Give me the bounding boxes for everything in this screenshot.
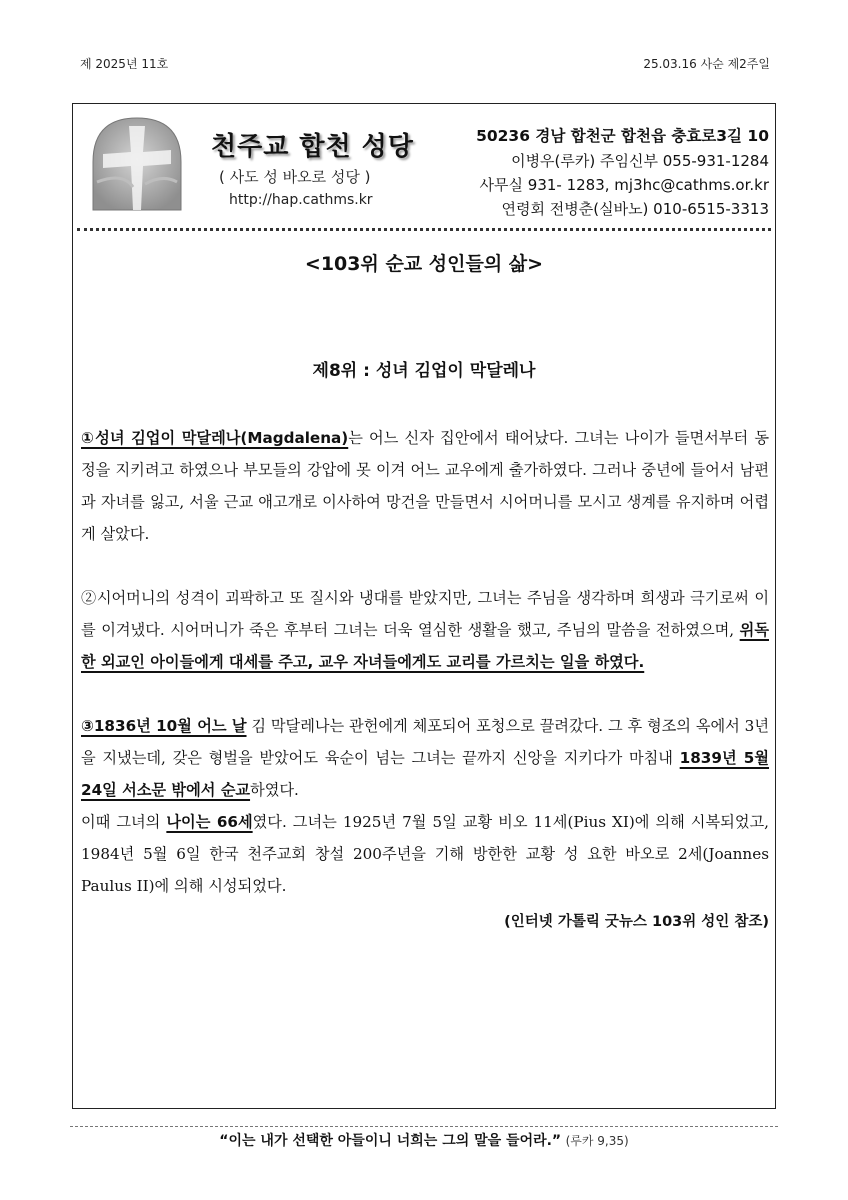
parish-url[interactable]: http://hap.cathms.kr <box>229 192 373 208</box>
priest-contact: 이병우(루카) 주임신부 055-931-1284 <box>511 152 769 170</box>
article-title: <103위 순교 성인들의 삶> <box>304 253 544 275</box>
paragraph-3 <box>81 710 769 806</box>
paragraph-3-text-1: 김 막달레나는 관헌에게 체포되어 포청으로 끌려갔다. 그 후 형조의 옥에서 3년을 지냈는데, 갖은 형벌을 받았어도 육순이 넘는 그녀는 끝까지 신앙을 지키다가 마침내 <box>81 717 769 767</box>
paragraph-2-text: ②시어머니의 성격이 괴팍하고 또 질시와 냉대를 받았지만, 그녀는 주님을 생각하며 희생과 극기로써 이를 이겨냈다. 시어머니가 죽은 후부터 그녀는 더욱 열심한 생활을 했고, 주님의 말씀을 전하였으며, <box>81 589 769 639</box>
paragraph-3-text-2: 하였다. <box>250 781 299 799</box>
paragraph-2 <box>81 582 769 678</box>
paragraph-1-highlight: ①성녀 김업이 막달레나(Magdalena) <box>81 429 349 447</box>
paragraph-1-text: 는 어느 신자 집안에서 태어났다. 그녀는 나이가 들면서부터 동정을 지키려고 하였으나 부모들의 강압에 못 이겨 어느 교우에게 출가하였다. 그러나 중년에 들어서 남편과 자녀를 잃고, 서울 근교 애고개로 이사하여 망건을 만들면서 시어머니를 모시고 생계를 유지하며 어렵게 살았다. <box>81 429 769 543</box>
paragraph-2-highlight: 위독한 외교인 아이들에게 대세를 주고, 교우 자녀들에게도 교리를 가르치는 일을 하였다. <box>81 621 769 671</box>
parish-name: 천주교 합천 성당 <box>211 132 414 162</box>
header-divider <box>77 228 771 231</box>
article-body <box>81 422 769 938</box>
office-contact: 사무실 931- 1283, mj3hc@cathms.or.kr <box>479 176 769 194</box>
gospel-reference: (루카 9,35) <box>565 1134 629 1148</box>
article-subtitle: 제8위 : 성녀 김업이 막달레나 <box>312 361 536 381</box>
parish-logo-icon <box>83 112 191 220</box>
paragraph-3-highlight-martyrdom: 1839년 5월 24일 서소문 밖에서 순교 <box>81 749 770 799</box>
paragraph-4-text-1: 이때 그녀의 <box>81 813 167 831</box>
paragraph-4-highlight-age: 나이는 66세 <box>166 813 253 831</box>
footer-divider <box>70 1126 778 1127</box>
paragraph-4-text-2: 였다. 그녀는 1925년 7월 5일 교황 비오 11세(Pius XI)에 의해 시복되었고, 1984년 5월 6일 한국 천주교회 창설 200주년을 기해 방한한 교황 성 요한 바오로 2세(Joannes Paulus II)에 의해 시성되었다. <box>81 813 769 895</box>
paragraph-1 <box>81 422 769 550</box>
article-source: (인터넷 가톨릭 굿뉴스 103위 성인 참조) <box>504 914 769 930</box>
parish-subtitle: ( 사도 성 바오로 성당 ) <box>219 168 371 186</box>
issue-date: 25.03.16 사순 제2주일 <box>643 57 770 71</box>
gospel-quote: “이는 내가 선택한 아들이니 너희는 그의 말을 들어라.” <box>219 1133 562 1149</box>
paragraph-3-highlight-date: ③1836년 10월 어느 날 <box>81 717 247 735</box>
paragraph-4 <box>81 806 769 902</box>
parish-address: 50236 경남 합천군 합천읍 충효로3길 10 <box>476 127 769 145</box>
bulletin-frame <box>72 103 776 1109</box>
council-contact: 연령회 전병춘(실바노) 010-6515-3313 <box>501 200 769 218</box>
issue-number: 제 2025년 11호 <box>80 57 169 71</box>
footer-quote-line <box>0 1130 848 1150</box>
